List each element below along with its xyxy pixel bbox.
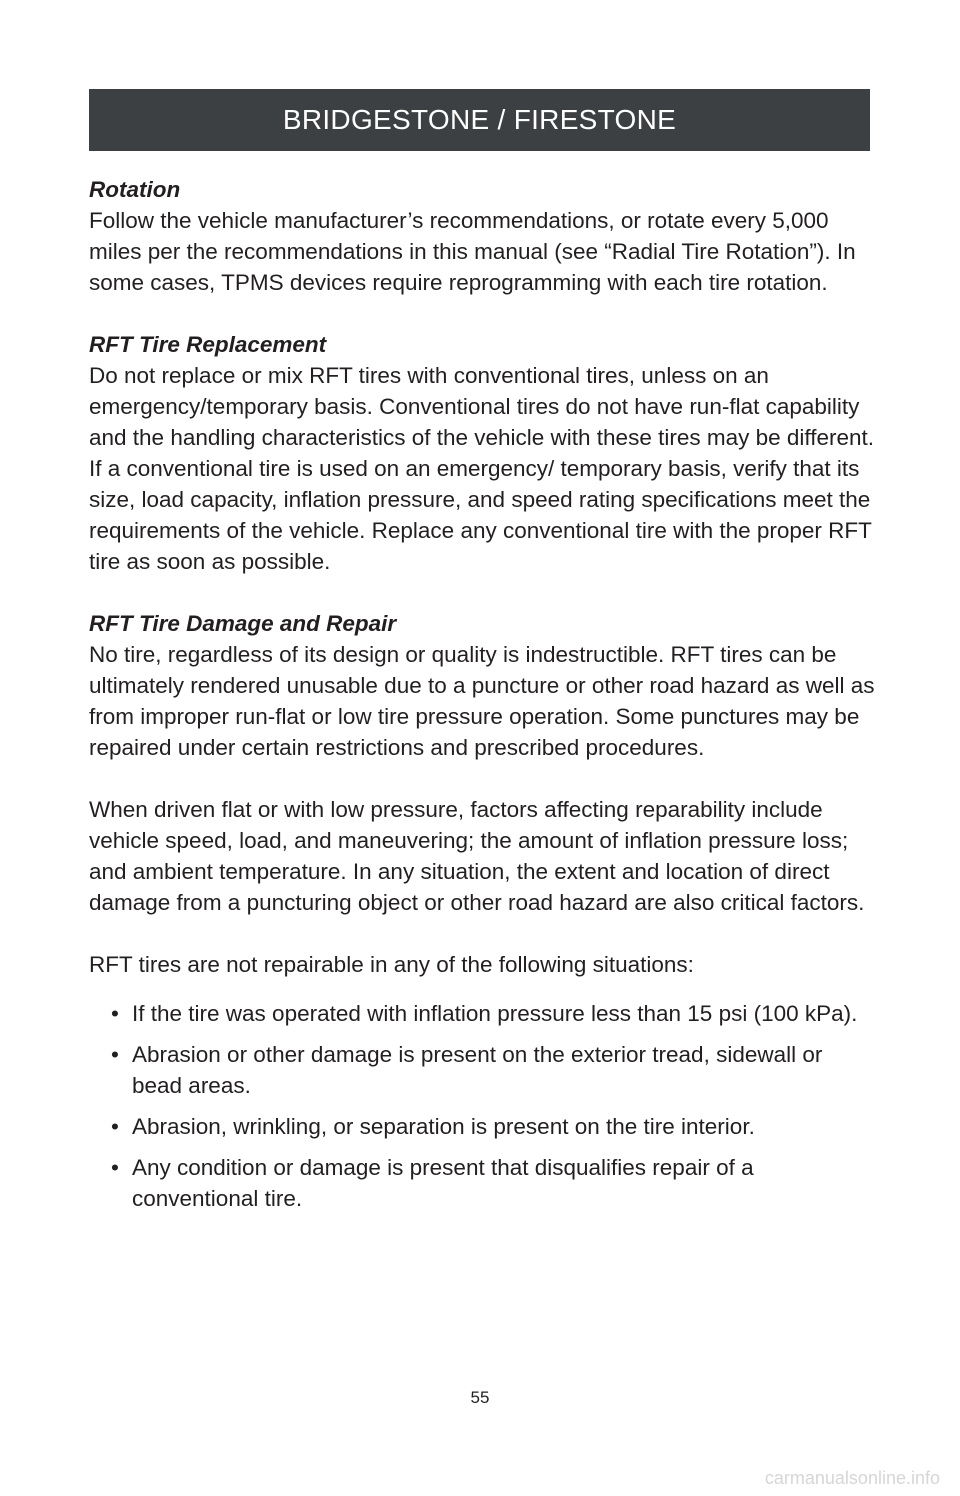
not-repairable-list <box>89 998 875 1214</box>
paragraph-rft-replacement: Do not replace or mix RFT tires with conventional tires, unless on an emergency/temporary basis. Conventional tires do not have run-flat capability and the handling characteristics of the vehicle with these tires may be different. If a conventional tire is used on an emergency/ temporary basis, verify that its size, load capacity, inflation pressure, and speed rating specifications meet the requirements of the vehicle. Replace any conventional tire with the proper RFT tire as soon as possible. <box>89 363 875 574</box>
list-item-text: Any condition or damage is present that disqualifies repair of a conventional tire. <box>132 1155 754 1211</box>
bullet-icon: • <box>111 1114 119 1139</box>
header-bar <box>89 89 870 151</box>
paragraph-reparability-factors: When driven flat or with low pressure, factors affecting reparability include vehicle speed, load, and maneuvering; the amount of inflation pressure loss; and ambient temperature. In any situation, the extent and location of direct damage from a puncturing object or other road hazard are also critical factors. <box>89 797 865 915</box>
list-item <box>89 1039 875 1101</box>
list-item-text: If the tire was operated with inflation pressure less than 15 psi (100 kPa). <box>132 1001 858 1026</box>
paragraph-rotation: Follow the vehicle manufacturer’s recommendations, or rotate every 5,000 miles per the recommendations in this manual (see “Radial Tire Rotation”). In some cases, TPMS devices require reprogramming with each tire rotation. <box>89 208 856 295</box>
section-heading-rft-damage-repair: RFT Tire Damage and Repair <box>89 611 397 636</box>
section-heading-rft-replacement: RFT Tire Replacement <box>89 332 327 357</box>
watermark: carmanualsonline.info <box>764 1468 940 1488</box>
list-item <box>89 1111 875 1142</box>
bullet-icon: • <box>111 1042 119 1067</box>
paragraph-indestructible: No tire, regardless of its design or quality is indestructible. RFT tires can be ultimately rendered unusable due to a puncture or other road hazard as well as from improper run-flat or low tire pressure operation. Some punctures may be repaired under certain restrictions and prescribed procedures. <box>89 642 875 760</box>
bullet-icon: • <box>111 1155 119 1180</box>
section-heading-rotation: Rotation <box>89 177 181 202</box>
list-item-text: Abrasion, wrinkling, or separation is present on the tire interior. <box>132 1114 755 1139</box>
bullet-icon: • <box>111 1001 119 1026</box>
page-number: 55 <box>470 1388 490 1407</box>
page-title: BRIDGESTONE / FIRESTONE <box>282 104 677 135</box>
list-item-text: Abrasion or other damage is present on the exterior tread, sidewall or bead areas. <box>132 1042 823 1098</box>
list-item <box>89 1152 875 1214</box>
list-item <box>89 998 875 1029</box>
document-body <box>89 174 875 1224</box>
paragraph-not-repairable-intro: RFT tires are not repairable in any of the following situations: <box>89 952 694 977</box>
